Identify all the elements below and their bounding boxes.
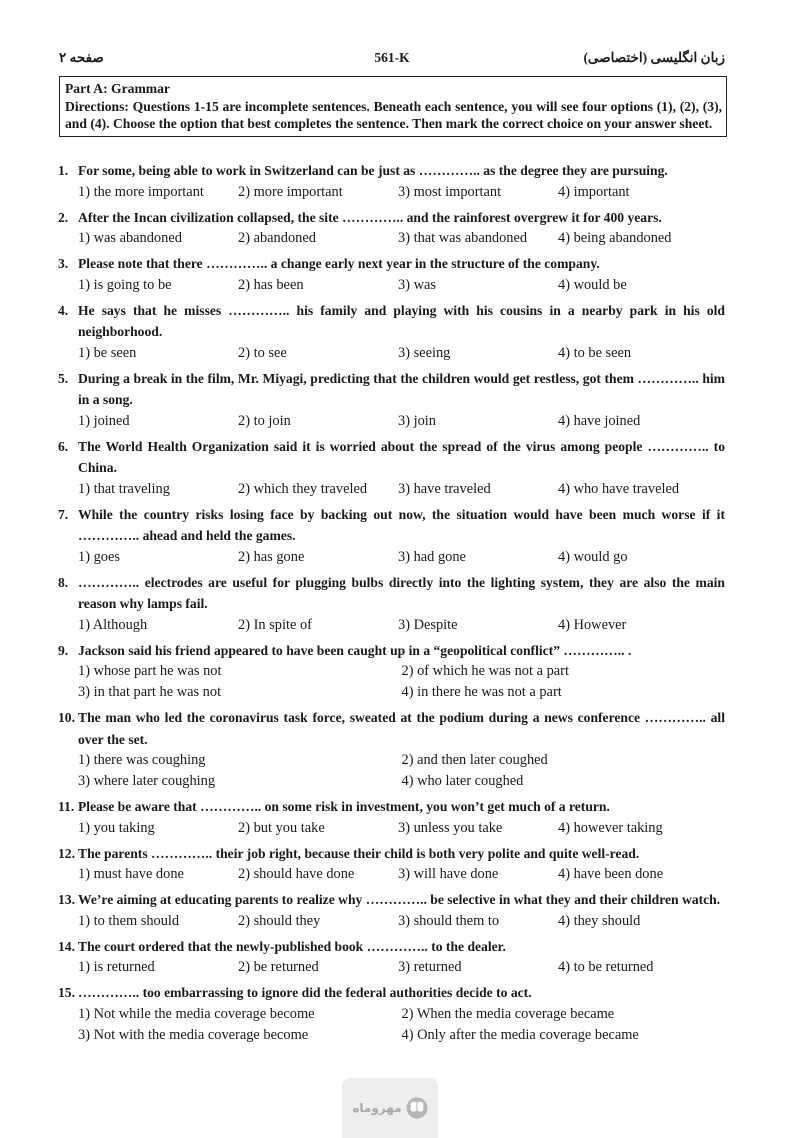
question-stem bbox=[58, 436, 725, 479]
question-stem bbox=[58, 936, 725, 958]
option-4[interactable]: 4) who later coughed bbox=[401, 773, 524, 789]
option-2[interactable]: 2) abandoned bbox=[238, 230, 316, 246]
question-text: Jackson said his friend appeared to have been caught up in a “geopolitical conflict” ………….. . bbox=[78, 642, 632, 658]
option-2[interactable]: 2) and then later coughed bbox=[401, 752, 548, 768]
options-row bbox=[58, 682, 725, 703]
question-text: We’re aiming at educating parents to realize why ………….. be selective in what they and their children watch. bbox=[78, 892, 721, 907]
option-1[interactable]: 1) to them should bbox=[78, 912, 180, 929]
question-stem bbox=[58, 504, 725, 547]
option-3[interactable]: 3) in that part he was not bbox=[78, 684, 222, 700]
question-15 bbox=[58, 982, 725, 1046]
question-stem bbox=[58, 572, 725, 615]
question-number: 10. bbox=[58, 710, 75, 725]
question-8 bbox=[58, 572, 725, 636]
option-2[interactable]: 2) but you take bbox=[238, 819, 325, 836]
question-13 bbox=[58, 889, 725, 932]
question-9 bbox=[58, 640, 725, 704]
option-4[interactable]: 4) to be seen bbox=[558, 344, 632, 361]
question-number: 2. bbox=[58, 209, 69, 225]
option-1[interactable]: 1) Not while the media coverage become bbox=[78, 1005, 315, 1022]
option-4[interactable]: 4) however taking bbox=[558, 819, 663, 836]
option-3[interactable]: 3) that was abandoned bbox=[398, 230, 528, 246]
question-number: 14. bbox=[58, 938, 75, 954]
option-3[interactable]: 3) should them to bbox=[398, 912, 500, 929]
directions-box bbox=[59, 76, 727, 137]
option-2[interactable]: 2) to see bbox=[238, 344, 287, 361]
question-text: Please be aware that ………….. on some risk in investment, you won’t get much of a return. bbox=[78, 799, 610, 814]
question-number: 15. bbox=[58, 985, 75, 1000]
options-row bbox=[58, 661, 725, 682]
question-number: 13. bbox=[58, 892, 75, 907]
option-1[interactable]: 1) is going to be bbox=[78, 276, 172, 293]
watermark bbox=[342, 1078, 438, 1138]
exam-subject: زبان انگلیسی (اختصاصی) bbox=[583, 50, 725, 65]
option-4[interactable]: 4) important bbox=[558, 183, 630, 200]
option-3[interactable]: 3) join bbox=[398, 412, 436, 429]
options-row bbox=[58, 864, 725, 885]
option-3[interactable]: 3) Not with the media coverage become bbox=[78, 1026, 309, 1043]
question-number: 6. bbox=[58, 438, 69, 454]
option-2[interactable]: 2) to join bbox=[238, 412, 291, 429]
option-1[interactable]: 1) joined bbox=[78, 412, 130, 429]
question-stem bbox=[58, 796, 725, 818]
question-stem bbox=[58, 843, 725, 865]
question-stem bbox=[58, 640, 725, 662]
question-list bbox=[58, 160, 725, 1046]
options-row bbox=[58, 275, 725, 296]
page-number: صفحه ۲ bbox=[59, 50, 104, 65]
option-3[interactable]: 3) have traveled bbox=[398, 480, 491, 497]
question-text: ………….. electrodes are useful for plugging bulbs directly into the lighting system, they are also the main reason why lamps fail. bbox=[78, 574, 725, 611]
option-4[interactable]: 4) However bbox=[558, 616, 627, 633]
options-row bbox=[58, 771, 725, 792]
question-stem bbox=[58, 707, 725, 750]
question-6 bbox=[58, 436, 725, 500]
part-title: Part A: Grammar bbox=[65, 81, 170, 96]
question-5 bbox=[58, 368, 725, 432]
booklet-code: 561-K bbox=[374, 50, 410, 65]
option-3[interactable]: 3) will have done bbox=[398, 866, 499, 882]
option-4[interactable]: 4) have joined bbox=[558, 412, 641, 429]
butterfly-logo-icon bbox=[406, 1097, 428, 1119]
options-row bbox=[58, 818, 725, 839]
question-number: 11. bbox=[58, 799, 75, 814]
question-1 bbox=[58, 160, 725, 203]
question-number: 1. bbox=[58, 163, 69, 178]
directions-text: Directions: Questions 1-15 are incomplete sentences. Beneath each sentence, you will see four options (1), (2), (3), and (4). Choose the option that best completes the sentence. Then mark the correct choice on your answer sheet. bbox=[65, 98, 722, 131]
options-row bbox=[58, 343, 725, 364]
question-text: The parents ………….. their job right, because their child is both very polite and quite well-read. bbox=[78, 845, 640, 861]
option-1[interactable]: 1) is returned bbox=[78, 959, 155, 975]
option-1[interactable]: 1) the more important bbox=[78, 183, 204, 200]
option-3[interactable]: 3) Despite bbox=[398, 616, 458, 633]
question-number: 4. bbox=[58, 302, 69, 318]
question-number: 8. bbox=[58, 574, 69, 590]
options-row bbox=[58, 615, 725, 636]
option-1[interactable]: 1) Although bbox=[78, 616, 148, 633]
question-2 bbox=[58, 207, 725, 250]
option-2[interactable]: 2) has been bbox=[238, 276, 304, 293]
option-2[interactable]: 2) should they bbox=[238, 912, 321, 929]
option-4[interactable]: 4) they should bbox=[558, 912, 641, 929]
question-text: ………….. too embarrassing to ignore did the federal authorities decide to act. bbox=[78, 985, 532, 1000]
question-text: He says that he misses ………….. his family and playing with his cousins in a nearby park in his old neighborhood. bbox=[78, 302, 725, 339]
question-text: After the Incan civilization collapsed, the site ………….. and the rainforest overgrew it for 400 years. bbox=[78, 209, 662, 225]
option-3[interactable]: 3) where later coughing bbox=[78, 773, 216, 789]
option-3[interactable]: 3) had gone bbox=[398, 548, 466, 565]
option-2[interactable]: 2) of which he was not a part bbox=[401, 663, 569, 679]
question-stem bbox=[58, 889, 725, 911]
options-row bbox=[58, 1004, 725, 1025]
option-1[interactable]: 1) goes bbox=[78, 548, 120, 565]
options-row bbox=[58, 911, 725, 932]
question-number: 9. bbox=[58, 642, 69, 658]
question-stem bbox=[58, 253, 725, 275]
option-1[interactable]: 1) be seen bbox=[78, 344, 137, 361]
question-11 bbox=[58, 796, 725, 839]
question-stem bbox=[58, 368, 725, 411]
question-stem bbox=[58, 160, 725, 182]
question-text: The World Health Organization said it is worried about the spread of the virus among people ………….. to China. bbox=[78, 438, 725, 475]
options-row bbox=[58, 547, 725, 568]
question-text: The court ordered that the newly-published book ………….. to the dealer. bbox=[78, 938, 506, 954]
options-row bbox=[58, 1025, 725, 1046]
option-1[interactable]: 1) must have done bbox=[78, 866, 184, 882]
option-3[interactable]: 3) unless you take bbox=[398, 819, 503, 836]
option-1[interactable]: 1) was abandoned bbox=[78, 230, 182, 246]
option-1[interactable]: 1) whose part he was not bbox=[78, 663, 222, 679]
options-row bbox=[58, 182, 725, 203]
option-4[interactable]: 4) in there he was not a part bbox=[401, 684, 562, 700]
question-text: While the country risks losing face by backing out now, the situation would have been much worse if it ………….. ahead and held the games. bbox=[78, 506, 725, 543]
option-1[interactable]: 1) there was coughing bbox=[78, 752, 206, 768]
question-number: 3. bbox=[58, 256, 69, 271]
option-4[interactable]: 4) would go bbox=[558, 548, 628, 565]
options-row bbox=[58, 479, 725, 500]
question-12 bbox=[58, 843, 725, 886]
question-4 bbox=[58, 300, 725, 364]
option-1[interactable]: 1) you taking bbox=[78, 819, 155, 836]
option-3[interactable]: 3) seeing bbox=[398, 344, 451, 361]
option-2[interactable]: 2) When the media coverage became bbox=[401, 1005, 615, 1022]
option-2[interactable]: 2) should have done bbox=[238, 866, 355, 882]
option-4[interactable]: 4) who have traveled bbox=[558, 480, 680, 497]
page-header bbox=[59, 50, 725, 70]
question-stem bbox=[58, 207, 725, 229]
option-3[interactable]: 3) returned bbox=[398, 959, 462, 975]
option-2[interactable]: 2) more important bbox=[238, 183, 343, 200]
question-number: 5. bbox=[58, 370, 69, 386]
option-4[interactable]: 4) have been done bbox=[558, 866, 664, 882]
option-2[interactable]: 2) be returned bbox=[238, 959, 319, 975]
question-number: 12. bbox=[58, 845, 75, 861]
option-4[interactable]: 4) would be bbox=[558, 276, 627, 293]
option-1[interactable]: 1) that traveling bbox=[78, 480, 170, 497]
option-3[interactable]: 3) was bbox=[398, 276, 436, 293]
question-3 bbox=[58, 253, 725, 296]
question-7 bbox=[58, 504, 725, 568]
option-2[interactable]: 2) has gone bbox=[238, 548, 305, 565]
question-stem bbox=[58, 982, 725, 1004]
options-row bbox=[58, 957, 725, 978]
question-stem bbox=[58, 300, 725, 343]
question-text: For some, being able to work in Switzerland can be just as ………….. as the degree they are pursuing. bbox=[78, 163, 668, 178]
option-4[interactable]: 4) Only after the media coverage became bbox=[401, 1026, 639, 1043]
options-row bbox=[58, 411, 725, 432]
question-14 bbox=[58, 936, 725, 979]
option-2[interactable]: 2) which they traveled bbox=[238, 480, 368, 497]
question-number: 7. bbox=[58, 506, 69, 522]
option-4[interactable]: 4) being abandoned bbox=[558, 230, 672, 246]
question-text: The man who led the coronavirus task force, sweated at the podium during a news conference ………….. all over the set. bbox=[78, 710, 725, 747]
options-row bbox=[58, 750, 725, 771]
question-10 bbox=[58, 707, 725, 792]
watermark-text: مهروماه bbox=[352, 1101, 402, 1115]
option-3[interactable]: 3) most important bbox=[398, 183, 502, 200]
question-text: During a break in the film, Mr. Miyagi, predicting that the children would get restless, got them ………….. him in a song. bbox=[78, 370, 725, 407]
question-text: Please note that there ………….. a change early next year in the structure of the company. bbox=[78, 256, 600, 271]
option-2[interactable]: 2) In spite of bbox=[238, 616, 312, 633]
option-4[interactable]: 4) to be returned bbox=[558, 959, 654, 975]
options-row bbox=[58, 228, 725, 249]
